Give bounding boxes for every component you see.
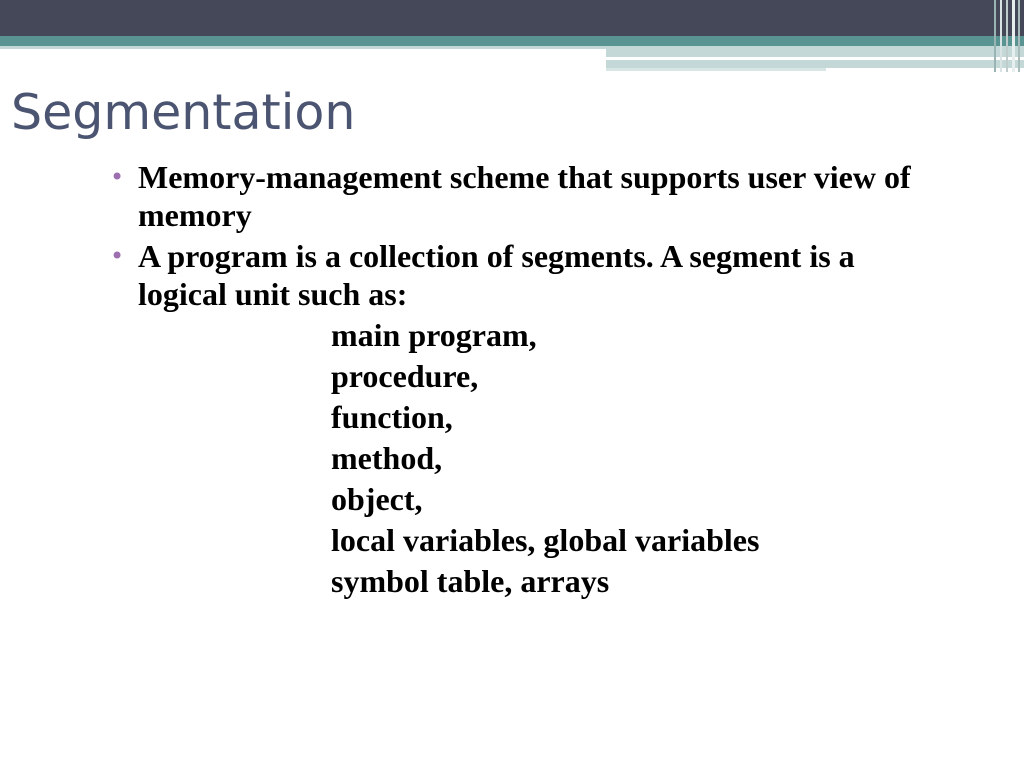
header-teal-band	[0, 36, 1024, 46]
segment-unit-list	[138, 316, 928, 600]
header-accent-stripe-1	[606, 46, 1024, 57]
bullet-icon: •	[110, 242, 125, 270]
bullet-list	[108, 158, 928, 600]
header-edge-line-5	[1018, 0, 1020, 72]
header-accent-stripe-3	[606, 60, 1024, 68]
header-accent-stripe-2	[606, 57, 986, 60]
bullet-icon: •	[110, 163, 125, 191]
header-decoration	[0, 0, 1024, 72]
header-edge-line-2	[1000, 0, 1002, 72]
header-edge-line-4	[1012, 0, 1015, 72]
slide-body	[108, 158, 928, 603]
bullet-text: Memory-management scheme that supports user view of memory	[138, 159, 911, 233]
header-edge-line-1	[994, 0, 996, 72]
bullet-text: A program is a collection of segments. A segment is a logical unit such as:	[138, 238, 855, 312]
segment-unit-item: symbol table, arrays	[331, 563, 610, 599]
segment-unit-item: procedure,	[331, 358, 479, 394]
bullet-item-memory-scheme	[108, 158, 928, 234]
segment-unit-item: object,	[331, 481, 423, 517]
segment-unit-item: main program,	[331, 317, 537, 353]
segment-unit-item: method,	[331, 440, 443, 476]
segment-unit-item: local variables, global variables	[331, 522, 760, 558]
header-edge-line-3	[1006, 0, 1008, 72]
header-accent-stripe-4	[606, 68, 826, 71]
slide-title: Segmentation	[11, 84, 356, 141]
header-light-band	[0, 46, 606, 49]
bullet-item-program-segments	[108, 237, 928, 600]
segment-unit-item: function,	[331, 399, 453, 435]
header-dark-band	[0, 0, 1024, 36]
